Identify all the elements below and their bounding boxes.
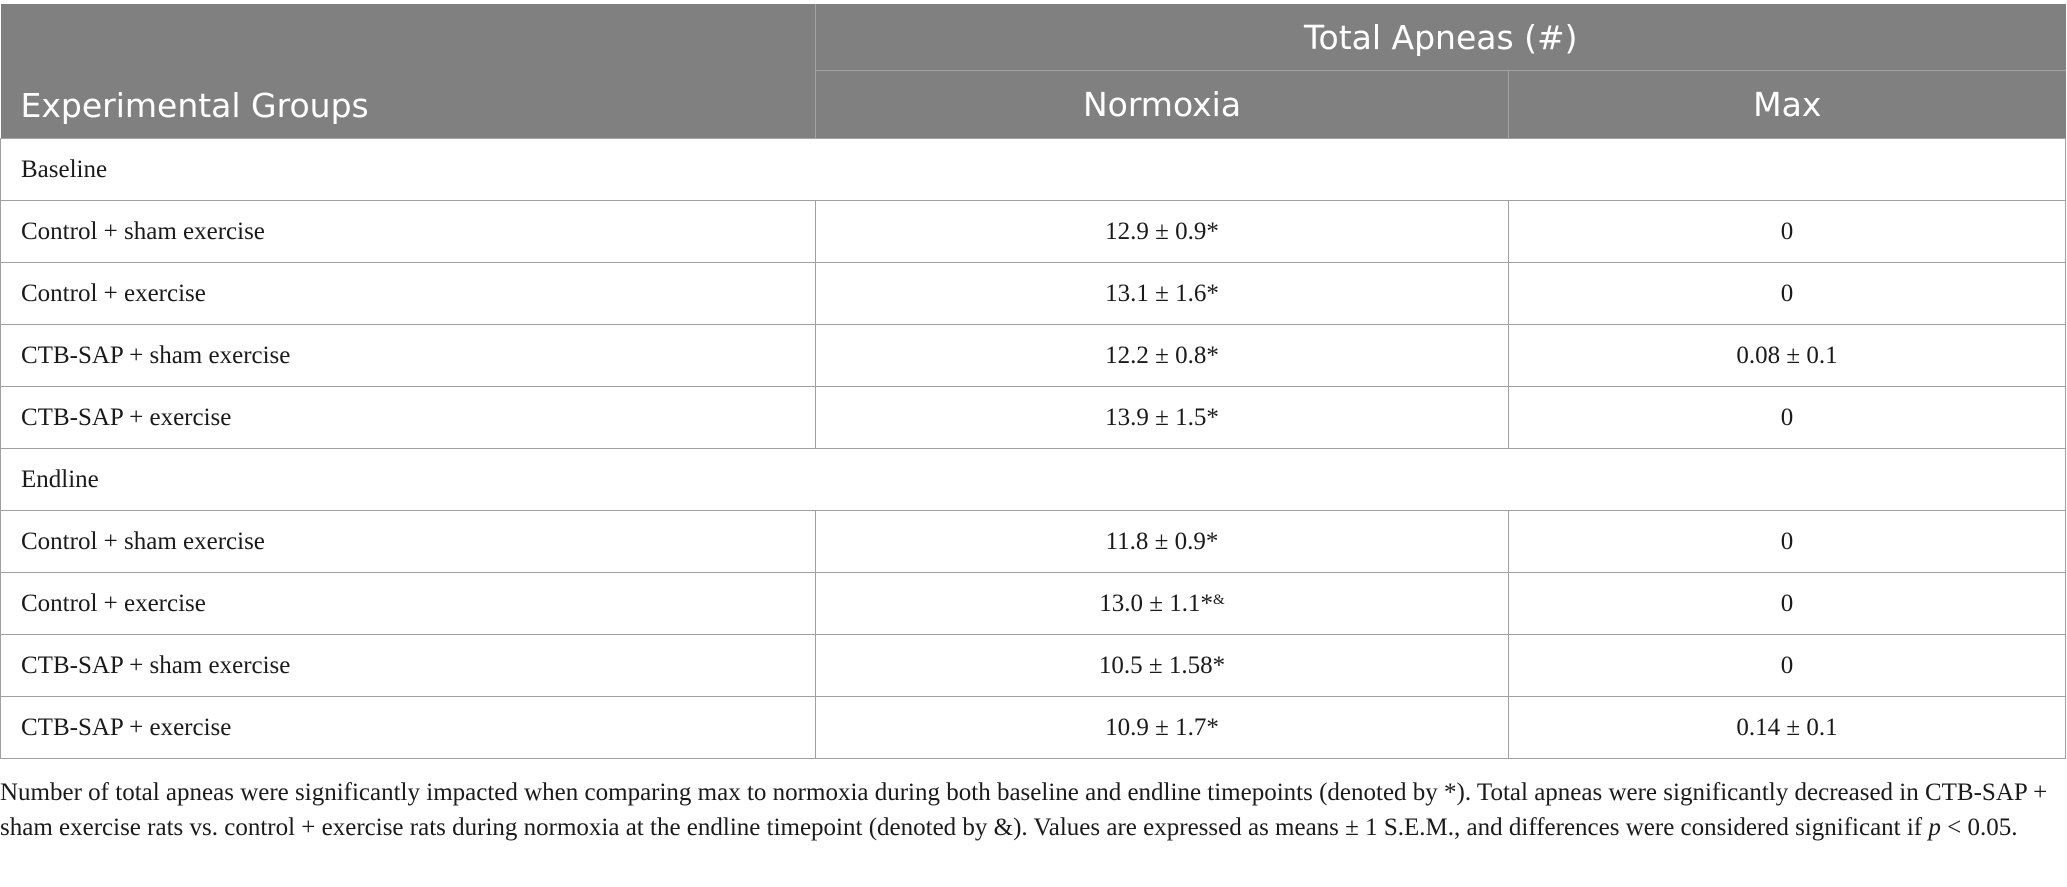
table-row bbox=[1, 201, 2066, 263]
cell-normoxia bbox=[816, 635, 1509, 697]
cell-normoxia bbox=[816, 387, 1509, 449]
cell-normoxia bbox=[816, 573, 1509, 635]
cell-max: 0 bbox=[1509, 387, 2066, 449]
cell-max: 0.14 ± 0.1 bbox=[1509, 697, 2066, 759]
normoxia-value: 12.9 ± 0.9* bbox=[1105, 217, 1219, 245]
header-max: Max bbox=[1509, 71, 2066, 139]
cell-max: 0.08 ± 0.1 bbox=[1509, 325, 2066, 387]
footnote-p-symbol: p bbox=[1928, 814, 1941, 841]
table-header bbox=[1, 4, 2066, 139]
footnote-text: Number of total apneas were significantly impacted when comparing max to normoxia during both baseline and endline timepoints (denoted by *). Total apneas were significantly decreased in CTB-SAP + sham exercise rats vs. control + exercise rats during normoxia at the endline timepoint (denoted by &). Values are expressed as means ± 1 S.E.M., and differences were considered significant if bbox=[0, 779, 2048, 841]
cell-group: CTB-SAP + exercise bbox=[1, 697, 816, 759]
cell-max: 0 bbox=[1509, 263, 2066, 325]
table-row bbox=[1, 263, 2066, 325]
normoxia-value: 10.9 ± 1.7* bbox=[1105, 713, 1219, 741]
header-experimental-groups: Experimental Groups bbox=[1, 4, 816, 139]
normoxia-value: 13.0 ± 1.1* bbox=[1099, 589, 1214, 617]
cell-max: 0 bbox=[1509, 511, 2066, 573]
section-title: Endline bbox=[1, 449, 2066, 511]
table-row bbox=[1, 325, 2066, 387]
cell-max: 0 bbox=[1509, 573, 2066, 635]
cell-group: Control + exercise bbox=[1, 263, 816, 325]
table-row bbox=[1, 511, 2066, 573]
apneas-table bbox=[0, 4, 2066, 759]
header-total-apneas: Total Apneas (#) bbox=[816, 4, 2066, 71]
cell-normoxia bbox=[816, 511, 1509, 573]
table-row bbox=[1, 573, 2066, 635]
cell-group: CTB-SAP + exercise bbox=[1, 387, 816, 449]
cell-normoxia bbox=[816, 201, 1509, 263]
cell-normoxia bbox=[816, 263, 1509, 325]
table-body bbox=[1, 139, 2066, 759]
significance-mark: & bbox=[1213, 591, 1225, 608]
footnote-text-end: < 0.05. bbox=[1940, 814, 2018, 841]
cell-max: 0 bbox=[1509, 201, 2066, 263]
cell-group: CTB-SAP + sham exercise bbox=[1, 635, 816, 697]
table-row bbox=[1, 697, 2066, 759]
cell-group: Control + exercise bbox=[1, 573, 816, 635]
normoxia-value: 13.1 ± 1.6* bbox=[1105, 279, 1219, 307]
section-title: Baseline bbox=[1, 139, 2066, 201]
header-normoxia: Normoxia bbox=[816, 71, 1509, 139]
normoxia-value: 12.2 ± 0.8* bbox=[1105, 341, 1219, 369]
table-footnote bbox=[0, 775, 2060, 845]
normoxia-value: 10.5 ± 1.58* bbox=[1098, 651, 1226, 679]
table-row bbox=[1, 387, 2066, 449]
cell-max: 0 bbox=[1509, 635, 2066, 697]
cell-normoxia bbox=[816, 697, 1509, 759]
section-row bbox=[1, 449, 2066, 511]
normoxia-value: 11.8 ± 0.9* bbox=[1105, 527, 1219, 555]
cell-group: CTB-SAP + sham exercise bbox=[1, 325, 816, 387]
normoxia-value: 13.9 ± 1.5* bbox=[1105, 403, 1219, 431]
cell-group: Control + sham exercise bbox=[1, 201, 816, 263]
section-row bbox=[1, 139, 2066, 201]
table-row bbox=[1, 635, 2066, 697]
cell-normoxia bbox=[816, 325, 1509, 387]
cell-group: Control + sham exercise bbox=[1, 511, 816, 573]
